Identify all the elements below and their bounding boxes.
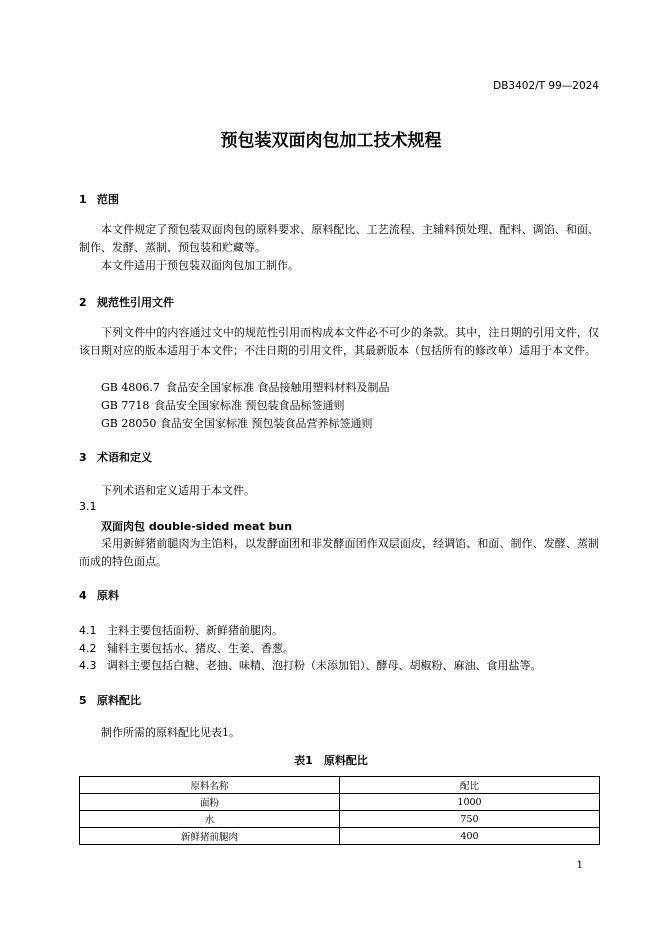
table-cell: 400	[340, 828, 600, 845]
item-number: 4.2	[79, 642, 97, 655]
section-1-paragraph-1: 本文件规定了预包装双面肉包的原料要求、原料配比、工艺流程、主辅料预处理、配料、调馅、和面、制作、发酵、蒸制、预包装和贮藏等。	[79, 223, 599, 254]
table-caption: 表1 原料配比	[294, 754, 368, 767]
term-entry: 双面肉包 double-sided meat bun	[101, 520, 293, 533]
list-item	[79, 657, 542, 673]
list-item	[79, 640, 294, 656]
section-number: 4	[79, 589, 87, 602]
section-2-paragraph-1: 下列文件中的内容通过文中的规范性引用而构成本文件必不可少的条款。其中，注日期的引用文件，仅该日期对应的版本适用于本文件；不注日期的引用文件，其最新版本（包括所有的修改单）适用于本文件。	[79, 326, 599, 357]
item-text: 辅料主要包括水、猪皮、生姜、香葱。	[107, 642, 294, 655]
term-definition: 采用新鲜猪前腿肉为主馅料，以发酵面团和非发酵面团作双层面皮，经调馅、和面、制作、发酵、蒸制而成的特色面点。	[79, 537, 599, 568]
item-text: 主料主要包括面粉、新鲜猪前腿肉。	[107, 624, 283, 637]
section-title: 范围	[97, 193, 119, 206]
table-row	[80, 828, 600, 845]
reference-item	[101, 415, 373, 431]
subsection-number: 3.1	[79, 500, 97, 513]
section-number: 3	[79, 451, 87, 464]
table-header-cell: 配比	[340, 777, 600, 794]
table-row	[80, 794, 600, 811]
reference-title: 食品安全国家标准 预包装食品标签通则	[154, 399, 345, 412]
reference-item	[101, 397, 345, 413]
table-cell: 新鲜猪前腿肉	[80, 828, 340, 845]
reference-code: GB 4806.7	[101, 381, 160, 394]
item-number: 4.3	[79, 659, 97, 672]
section-5-paragraph-1: 制作所需的原料配比见表1。	[101, 726, 240, 739]
table-cell: 750	[340, 811, 600, 828]
section-1-heading	[79, 191, 119, 207]
reference-item	[101, 379, 390, 395]
section-number: 5	[79, 694, 87, 707]
reference-title: 食品安全国家标准 食品接触用塑料材料及制品	[166, 381, 390, 394]
section-5-heading	[79, 692, 141, 708]
section-number: 1	[79, 193, 87, 206]
reference-title: 食品安全国家标准 预包装食品营养标签通则	[160, 417, 373, 430]
table-header-cell: 原料名称	[80, 777, 340, 794]
section-1-paragraph-2: 本文件适用于预包装双面肉包加工制作。	[101, 259, 299, 272]
section-title: 规范性引用文件	[97, 296, 174, 309]
section-4-heading	[79, 587, 119, 603]
table-header-row	[80, 777, 600, 794]
table-cell: 面粉	[80, 794, 340, 811]
section-title: 术语和定义	[97, 451, 152, 464]
reference-code: GB 28050	[101, 417, 157, 430]
page-number: 1	[576, 860, 583, 871]
document-title: 预包装双面肉包加工技术规程	[220, 131, 442, 151]
table-cell: 1000	[340, 794, 600, 811]
section-number: 2	[79, 296, 87, 309]
section-2-heading	[79, 294, 174, 310]
item-number: 4.1	[79, 624, 97, 637]
section-title: 原料配比	[97, 694, 141, 707]
ratio-table	[79, 776, 600, 845]
section-title: 原料	[97, 589, 119, 602]
section-3-paragraph-1: 下列术语和定义适用于本文件。	[101, 484, 255, 497]
table-cell: 水	[80, 811, 340, 828]
reference-code: GB 7718	[101, 399, 150, 412]
table-row	[80, 811, 600, 828]
list-item	[79, 622, 283, 638]
item-text: 调料主要包括白糖、老抽、味精、泡打粉（未添加铝）、酵母、胡椒粉、麻油、食用盐等。	[107, 659, 542, 672]
section-3-heading	[79, 449, 152, 465]
document-code: DB3402/T 99—2024	[493, 80, 599, 92]
